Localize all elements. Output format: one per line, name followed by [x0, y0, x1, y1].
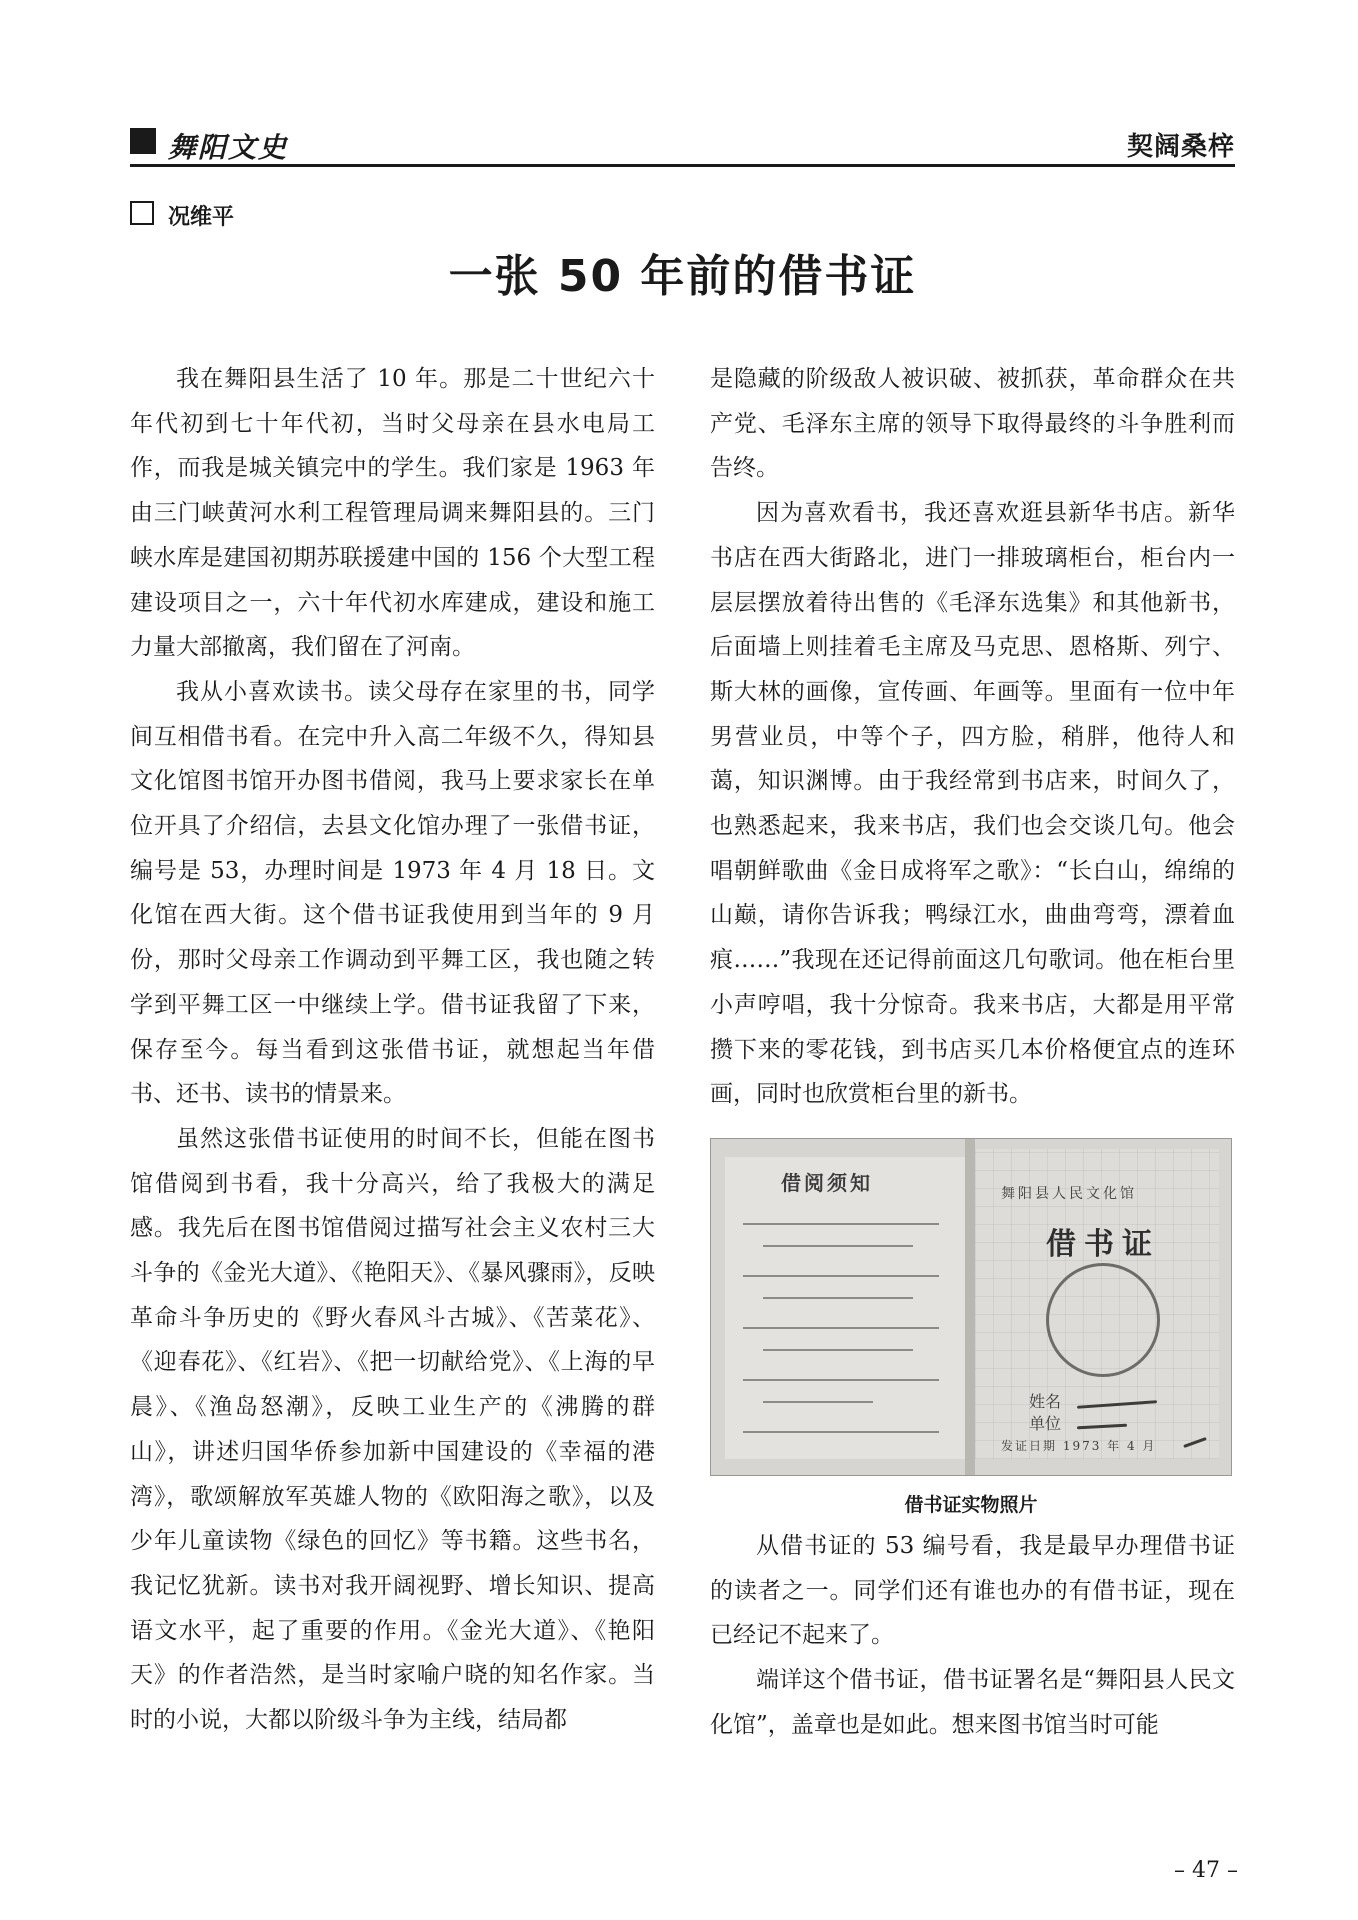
paragraph: 从借书证的 53 编号看，我是最早办理借书证的读者之一。同学们还有谁也办的有借书证，现在已经记不起来了。 — [710, 1533, 1235, 1649]
column-name: 契阔桑梓 — [1126, 132, 1235, 162]
rule-text-line — [743, 1379, 939, 1381]
library-card-photo — [710, 1138, 1232, 1476]
page-number: – 47 – — [1174, 1858, 1238, 1883]
running-header — [130, 126, 1235, 162]
rule-text-line — [743, 1223, 939, 1225]
right-column-top — [710, 357, 1235, 1117]
paragraph: 我在舞阳县生活了 10 年。那是二十世纪六十年代初到七十年代初，当时父母亲在县水电局工作，而我是城关镇完中的学生。我们家是 1963 年由三门峡黄河水利工程管理局调来舞阳县的。三门峡水库是建国初期苏联援建中国的 156 个大型工程建设项目之一，六十年代初水库建成，建设和施工力量大部撤离，我们留在了河南。 — [130, 366, 655, 661]
card-title: 借书证 — [1046, 1227, 1160, 1262]
photo-caption: 借书证实物照片 — [904, 1494, 1038, 1516]
issue-date: 发证日期 1973 年 4 月 — [1001, 1439, 1157, 1453]
rule-text-line — [763, 1245, 913, 1247]
library-name: 舞阳县人民文化馆 — [1001, 1186, 1137, 1202]
header-square-icon — [130, 128, 156, 154]
unit-label: 单位 — [1029, 1414, 1062, 1433]
card-left-page — [725, 1157, 965, 1459]
header-rule — [130, 164, 1235, 167]
name-label: 姓名 — [1029, 1392, 1062, 1411]
article-title: 一张 50 年前的借书证 — [448, 251, 917, 302]
rule-text-line — [763, 1401, 873, 1403]
journal-name: 舞阳文史 — [168, 131, 289, 164]
paragraph: 端详这个借书证，借书证署名是“舞阳县人民文化馆”，盖章也是如此。想来图书馆当时可能 — [710, 1667, 1235, 1738]
paragraph: 因为喜欢看书，我还喜欢逛县新华书店。新华书店在西大街路北，进门一排玻璃柜台，柜台内一层层摆放着待出售的《毛泽东选集》和其他新书，后面墙上则挂着毛主席及马克思、恩格斯、列宁、斯大林的画像，宣传画、年画等。里面有一位中年男营业员，中等个子，四方脸，稍胖，他待人和蔼，知识渊博。由于我经常到书店来，时间久了，也熟悉起来，我来书店，我们也会交谈几句。他会唱朝鲜歌曲《金日成将军之歌》：“长白山，绵绵的山巅，请你告诉我；鸭绿江水，曲曲弯弯，漂着血痕……”我现在还记得前面这几句歌词。他在柜台里小声哼唱，我十分惊奇。我来书店，大都是用平常攒下来的零花钱，到书店买几本价格便宜点的连环画，同时也欣赏柜台里的新书。 — [710, 500, 1235, 1108]
rules-title: 借阅须知 — [781, 1171, 873, 1195]
rule-text-line — [763, 1297, 913, 1299]
card-spine — [965, 1139, 975, 1475]
rule-text-line — [743, 1327, 939, 1329]
right-column-bottom — [710, 1524, 1235, 1748]
stamp-seal — [1046, 1263, 1160, 1377]
checkbox-square-icon — [130, 201, 154, 225]
rule-text-line — [743, 1431, 939, 1433]
rule-text-line — [763, 1349, 913, 1351]
left-column — [130, 357, 655, 1743]
paragraph-continuation: 是隐藏的阶级敌人被识破、被抓获，革命群众在共产党、毛泽东主席的领导下取得最终的斗争胜利而告终。 — [710, 366, 1235, 482]
paragraph: 我从小喜欢读书。读父母存在家里的书，同学间互相借书看。在完中升入高二年级不久，得知县文化馆图书馆开办图书借阅，我马上要求家长在单位开具了介绍信，去县文化馆办理了一张借书证，编号是 53，办理时间是 1973 年 4 月 18 日。文化馆在西大街。这个借书证我使用到当年的 9 月份，那时父母亲工作调动到平舞工区，我也随之转学到平舞工区一中继续上学。借书证我留了下来，保存至今。每当看到这张借书证，就想起当年借书、还书、读书的情景来。 — [130, 678, 655, 1108]
paragraph: 虽然这张借书证使用的时间不长，但能在图书馆借阅到书看，我十分高兴，给了我极大的满足感。我先后在图书馆借阅过描写社会主义农村三大斗争的《金光大道》、《艳阳天》、《暴风骤雨》，反映革命斗争历史的《野火春风斗古城》、《苦菜花》、《迎春花》、《红岩》、《把一切献给党》、《上海的早晨》、《渔岛怒潮》，反映工业生产的《沸腾的群山》，讲述归国华侨参加新中国建设的《幸福的港湾》，歌颂解放军英雄人物的《欧阳海之歌》，以及少年儿童读物《绿色的回忆》等书籍。这些书名，我记忆犹新。读书对我开阔视野、增长知识、提高语文水平，起了重要的作用。《金光大道》、《艳阳天》的作者浩然，是当时家喻户晓的知名作家。当时的小说，大都以阶级斗争为主线，结局都 — [130, 1125, 655, 1734]
rule-text-line — [743, 1275, 939, 1277]
author-name: 况维平 — [168, 205, 235, 230]
